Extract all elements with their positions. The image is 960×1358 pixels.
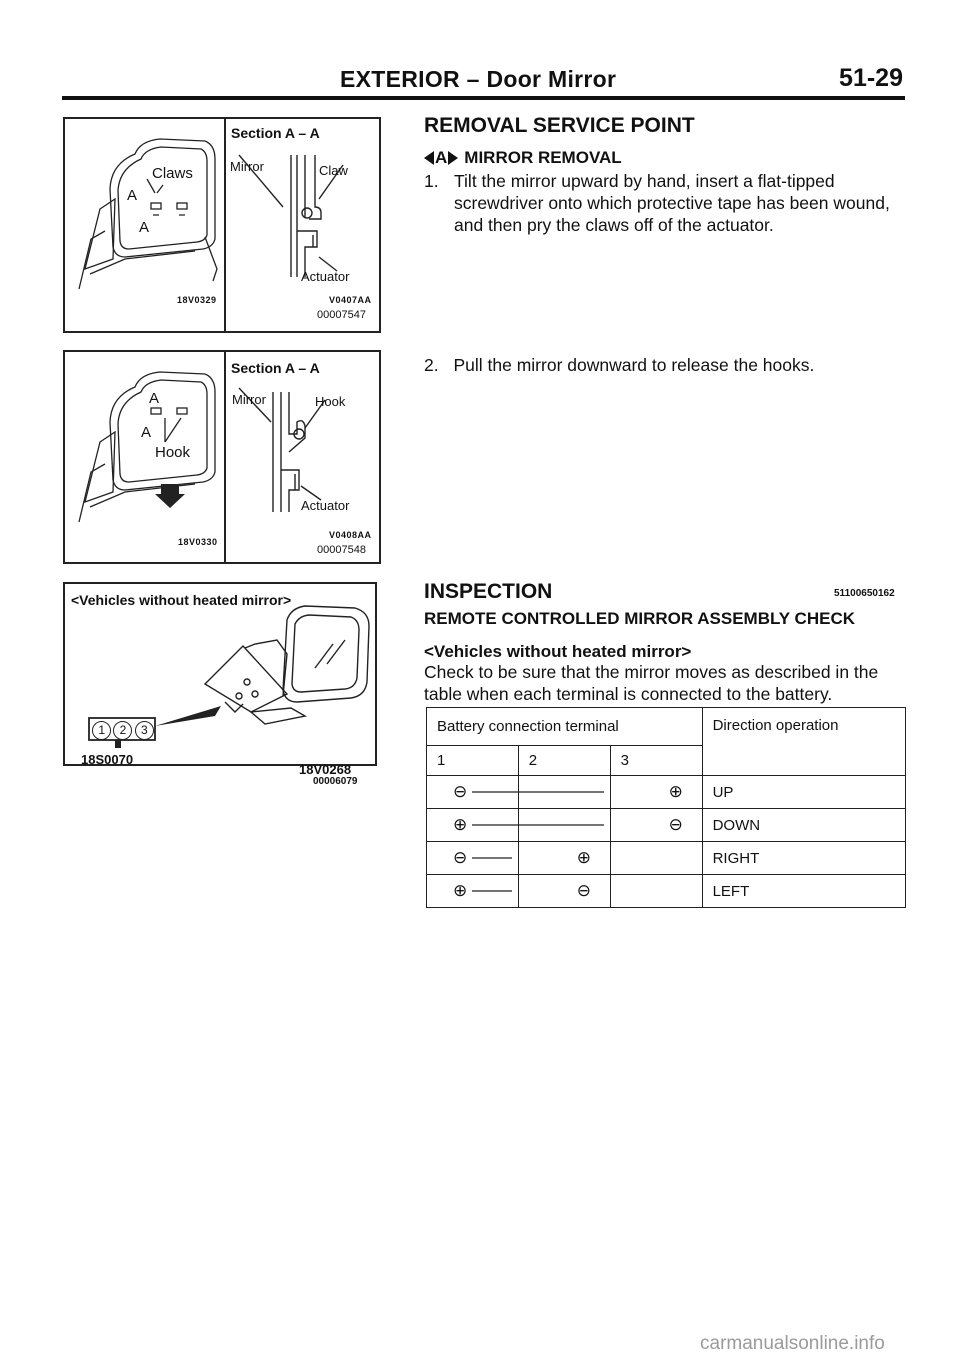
removal-heading: REMOVAL SERVICE POINT (424, 114, 695, 137)
terminal-header-1: 1 (427, 746, 519, 776)
terminal-header-3: 3 (610, 746, 702, 776)
terminal-connection-lines (426, 775, 726, 911)
intro-line: Check to be sure that the mirror moves as described in the (424, 662, 879, 682)
terminal-header-2: 2 (518, 746, 610, 776)
inspection-variant: <Vehicles without heated mirror> (424, 642, 692, 661)
hook-label: Hook (155, 444, 191, 461)
cell-t1: ⊖ (427, 776, 519, 809)
inspection-subheading: REMOTE CONTROLLED MIRROR ASSEMBLY CHECK (424, 609, 856, 628)
figure-code-num: 00007547 (317, 309, 366, 321)
door-mirror-drawing (65, 352, 225, 532)
figure-code-v: V0408AA (329, 530, 372, 540)
figure-code: 18V0329 (177, 295, 217, 305)
claws-label: Claws (152, 165, 193, 182)
removal-step-2 (424, 354, 914, 376)
figure-code-num: 00007548 (317, 544, 366, 556)
actuator-label: Actuator (301, 498, 350, 513)
step-number: 1. (424, 171, 439, 191)
section-title: Section A – A (231, 125, 320, 141)
cell-t2: ⊕ (518, 842, 610, 875)
mirror-label: Mirror (230, 159, 264, 174)
figure-code-v: V0407AA (329, 295, 372, 305)
mirror-label: Mirror (232, 392, 266, 407)
cell-t1: ⊖ (427, 842, 519, 875)
figure-code: 18V0268 (299, 762, 352, 777)
cell-direction: RIGHT (702, 842, 905, 875)
page-number: 51-29 (839, 64, 903, 92)
cell-direction: DOWN (702, 809, 905, 842)
step-text: Pull the mirror downward to release the hooks. (453, 355, 815, 375)
watermark: carmanualsonline.info (700, 1333, 885, 1354)
intro-line: table when each terminal is connected to the battery. (424, 684, 833, 704)
header-direction: Direction operation (702, 708, 905, 776)
connector-pin-2: 2 (113, 721, 132, 740)
inspection-code: 51100650162 (834, 588, 895, 599)
cell-t1: ⊕ (427, 809, 519, 842)
header-terminal: Battery connection terminal (427, 708, 703, 746)
section-a-upper-label: A (127, 187, 138, 204)
step-line: and then pry the claws off of the actuator. (454, 215, 774, 235)
header-rule (62, 96, 905, 100)
cell-direction: LEFT (702, 875, 905, 908)
removal-subheading (424, 148, 622, 168)
cell-t1: ⊕ (427, 875, 519, 908)
marker-letter: A (435, 148, 448, 167)
cell-t3: ⊖ (610, 809, 702, 842)
hook-label: Hook (315, 394, 346, 409)
cell-t2: ⊖ (518, 875, 610, 908)
figure-code-num: 00006079 (313, 776, 358, 787)
inspection-intro (424, 661, 914, 705)
claw-label: Claw (319, 163, 348, 178)
actuator-label: Actuator (301, 269, 350, 284)
connector-pins (91, 720, 155, 740)
door-mirror-drawing (65, 119, 225, 299)
connector-pin-3: 3 (135, 721, 154, 740)
step-line: Tilt the mirror upward by hand, insert a flat-tipped (454, 171, 835, 191)
marker-left-arrow-icon (424, 151, 434, 165)
section-a-lower-label: A (139, 219, 150, 236)
removal-subheading-text: MIRROR REMOVAL (464, 148, 622, 167)
marker-right-arrow-icon (448, 151, 458, 165)
cell-t3: ⊕ (610, 776, 702, 809)
inspection-heading: INSPECTION (424, 580, 553, 603)
section-a-upper-label: A (149, 390, 160, 407)
section-title: Section A – A (231, 360, 320, 376)
page-title: EXTERIOR – Door Mirror (340, 66, 617, 92)
figure-code: 18V0330 (178, 537, 218, 547)
step-line: screwdriver onto which protective tape has been wound, (454, 193, 890, 213)
connector-pin-1: 1 (92, 721, 111, 740)
connector-code: 18S0070 (81, 752, 134, 767)
section-a-lower-label: A (141, 424, 152, 441)
figure-connector (63, 582, 377, 777)
removal-step-1 (424, 170, 914, 236)
figure-caption: <Vehicles without heated mirror> (71, 592, 292, 608)
figure-claws (63, 117, 381, 333)
cell-direction: UP (702, 776, 905, 809)
step-number: 2. (424, 355, 439, 375)
figure-hooks (63, 350, 381, 564)
